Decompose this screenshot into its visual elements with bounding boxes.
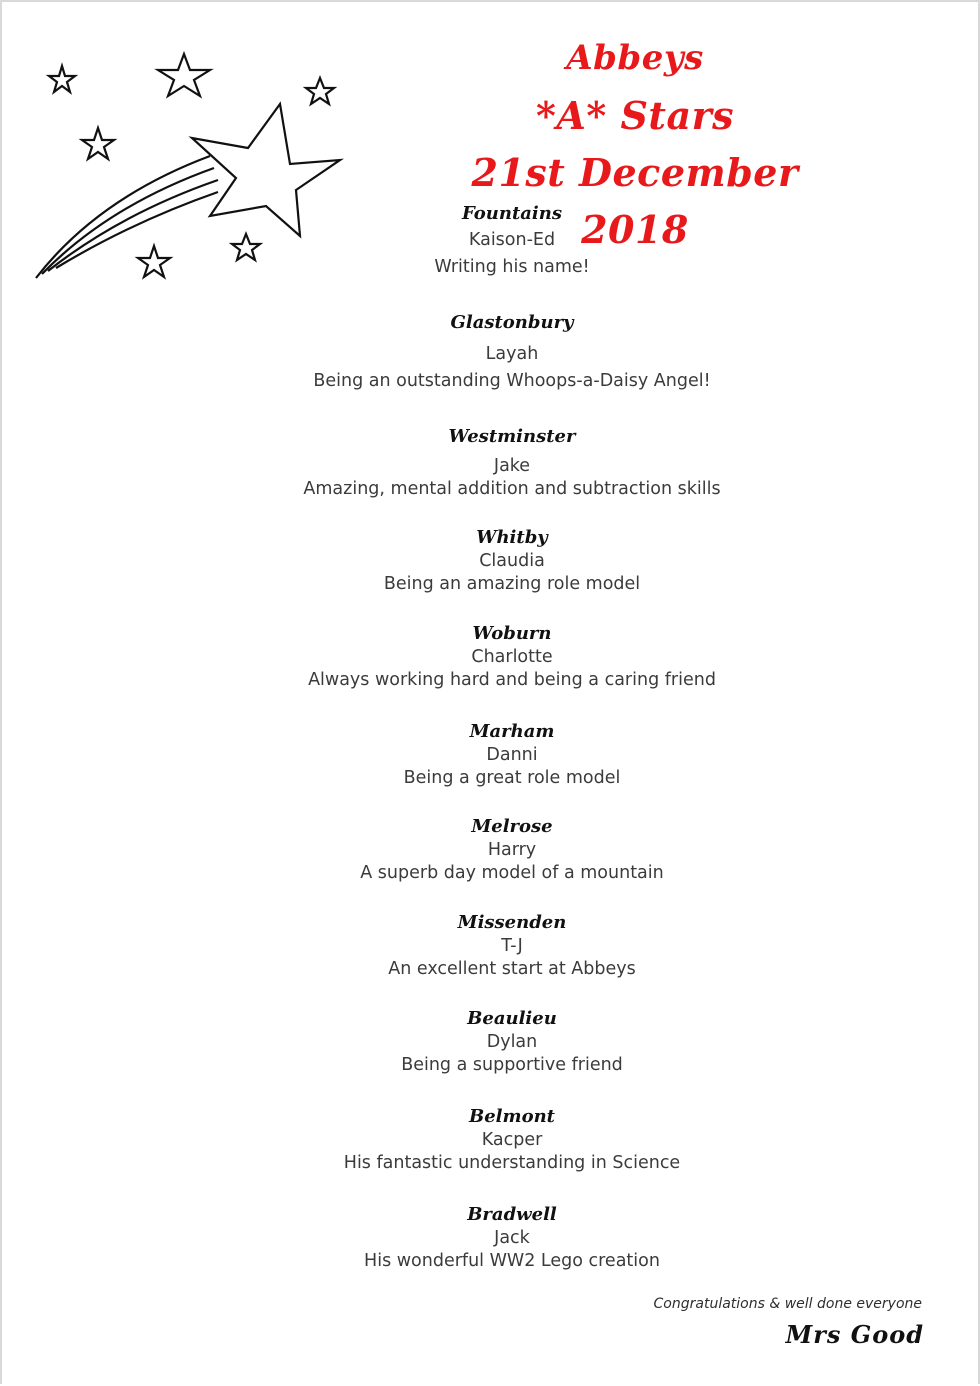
award-entry — [262, 622, 762, 692]
date-title: 21st December 2018 — [471, 150, 799, 252]
award-reason: Being a supportive friend — [401, 1055, 623, 1075]
pupil-name: Jake — [493, 456, 531, 476]
award-entry — [262, 720, 762, 790]
house-name: Glastonbury — [450, 312, 574, 333]
pupil-name: Kacper — [481, 1130, 543, 1150]
pupil-name: Claudia — [479, 551, 545, 571]
pupil-name: Dylan — [486, 1032, 538, 1052]
pupil-name: Harry — [487, 840, 537, 860]
award-entry — [262, 1203, 762, 1273]
award-entry — [262, 311, 762, 393]
pupil-name: T-J — [501, 936, 523, 956]
house-name: Bradwell — [467, 1204, 557, 1225]
pupil-name: Jack — [494, 1228, 530, 1248]
pupil-name: Layah — [485, 344, 539, 364]
pupil-name: Danni — [486, 745, 538, 765]
house-name: Woburn — [472, 623, 552, 644]
house-name: Missenden — [457, 912, 567, 933]
house-name: Marham — [469, 721, 555, 742]
pupil-name: Kaison-Ed — [468, 230, 556, 250]
award-reason: An excellent start at Abbeys — [388, 959, 636, 979]
award-reason: Always working hard and being a caring friend — [308, 670, 716, 690]
award-entry — [262, 425, 762, 501]
award-reason: Amazing, mental addition and subtraction skills — [303, 479, 721, 499]
award-reason: A superb day model of a mountain — [360, 863, 664, 883]
award-reason: Being an outstanding Whoops-a-Daisy Angel! — [313, 371, 711, 391]
stars-title: *A* Stars — [536, 93, 734, 138]
signature: Mrs Good — [785, 1320, 924, 1349]
award-entry — [262, 911, 762, 981]
award-entry — [262, 1007, 762, 1077]
award-entry — [262, 815, 762, 885]
award-reason: His wonderful WW2 Lego creation — [364, 1251, 660, 1271]
house-name: Belmont — [469, 1106, 555, 1127]
house-name: Whitby — [476, 527, 548, 548]
award-reason: Being a great role model — [403, 768, 621, 788]
award-reason: Writing his name! — [434, 257, 590, 277]
house-name: Melrose — [471, 816, 553, 837]
award-reason: His fantastic understanding in Science — [343, 1153, 681, 1173]
award-entry — [262, 1105, 762, 1175]
award-entry — [262, 202, 762, 279]
house-name: Fountains — [461, 203, 562, 224]
award-entry — [262, 526, 762, 596]
house-name: Westminster — [448, 426, 576, 447]
award-reason: Being an amazing role model — [383, 574, 641, 594]
pupil-name: Charlotte — [471, 647, 553, 667]
school-title: Abbeys — [566, 38, 704, 78]
closing-message: Congratulations & well done everyone — [653, 1296, 922, 1312]
house-name: Beaulieu — [467, 1008, 557, 1029]
